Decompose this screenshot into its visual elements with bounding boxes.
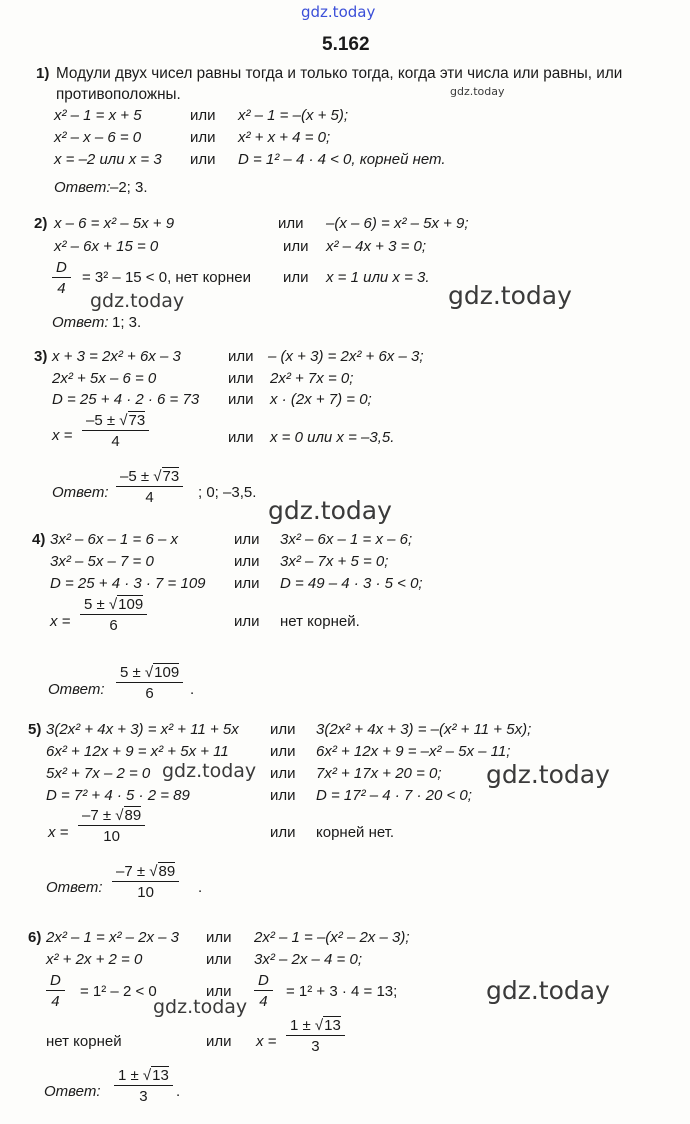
sqrt-sign: √ xyxy=(144,664,154,681)
equation: – (x + 3) = 2x² + 6x – 3; xyxy=(268,348,424,365)
fraction-denominator: 4 xyxy=(51,993,60,1010)
or-word: или xyxy=(206,983,232,1000)
answer-value: –2; 3. xyxy=(110,179,148,196)
fraction-denominator: 4 xyxy=(259,993,268,1010)
fraction-denominator: 4 xyxy=(57,280,66,297)
intro-text: противоположны. xyxy=(56,86,181,103)
fraction-d-over-4 xyxy=(46,973,65,1009)
problem-number: 4) xyxy=(32,531,46,548)
equation: = 3² – 15 < 0, нет корнеи xyxy=(82,269,251,286)
radicand: 13 xyxy=(324,1017,341,1034)
watermark: gdz.today xyxy=(448,281,572,310)
or-word: или xyxy=(206,929,232,946)
problem-number: 3) xyxy=(34,348,48,365)
root-fraction xyxy=(116,665,183,701)
watermark: gdz.today xyxy=(153,996,248,1018)
root-fraction xyxy=(78,808,145,844)
equation: x² + 2x + 2 = 0 xyxy=(46,951,143,968)
root-fraction xyxy=(112,864,179,900)
watermark-top[interactable]: gdz.today xyxy=(301,3,376,21)
fraction-numerator: D xyxy=(46,973,65,991)
fraction-numerator: 1 ± xyxy=(290,1017,311,1034)
or-word: или xyxy=(228,429,254,446)
radicand: 109 xyxy=(118,596,144,613)
equation: корней нет. xyxy=(316,824,395,841)
problem-number: 5) xyxy=(28,721,42,738)
watermark: gdz.today xyxy=(90,290,185,312)
or-word: или xyxy=(283,269,309,286)
equation: = 1² – 2 < 0 xyxy=(80,983,157,1000)
watermark: gdz.today xyxy=(268,496,392,525)
equation: x · (2x + 7) = 0; xyxy=(270,391,372,408)
or-word: или xyxy=(228,370,254,387)
equation: x = –2 или x = 3 xyxy=(54,151,162,168)
root-fraction xyxy=(114,1068,173,1104)
equation: x = xyxy=(256,1033,277,1050)
or-word: или xyxy=(270,743,296,760)
sqrt-sign: √ xyxy=(153,468,162,485)
fraction-denominator: 10 xyxy=(103,828,120,845)
equation: D = 25 + 4 · 3 · 7 = 109 xyxy=(50,575,206,592)
sqrt-sign: √ xyxy=(142,1067,152,1084)
problem-number: 1) xyxy=(36,65,50,82)
answer-value: . xyxy=(176,1083,181,1100)
fraction-numerator: –7 ± xyxy=(82,807,112,824)
radicand: 13 xyxy=(152,1067,169,1084)
equation: D = 49 – 4 · 3 · 5 < 0; xyxy=(280,575,423,592)
equation: D = 7² + 4 · 5 · 2 = 89 xyxy=(46,787,190,804)
equation: 3x² – 2x – 4 = 0; xyxy=(254,951,362,968)
equation: D = 17² – 4 · 7 · 20 < 0; xyxy=(316,787,472,804)
sqrt-sign: √ xyxy=(149,863,158,880)
equation: 7x² + 17x + 20 = 0; xyxy=(316,765,442,782)
or-word: или xyxy=(270,824,296,841)
fraction-d-over-4 xyxy=(254,973,273,1009)
fraction-denominator: 3 xyxy=(139,1088,148,1105)
equation: x² + x + 4 = 0; xyxy=(238,129,331,146)
sqrt-sign: √ xyxy=(108,596,118,613)
fraction-numerator: –5 ± xyxy=(120,468,150,485)
equation: x² – x – 6 = 0 xyxy=(54,129,142,146)
equation: 3x² – 6x – 1 = 6 – x xyxy=(50,531,178,548)
fraction-numerator: 5 ± xyxy=(120,664,141,681)
or-word: или xyxy=(190,151,216,168)
radicand: 89 xyxy=(124,807,142,824)
equation: x² – 1 = –(x + 5); xyxy=(238,107,349,124)
answer-value: ; 0; –3,5. xyxy=(198,484,257,501)
answer-label: Ответ: xyxy=(46,879,103,896)
equation: нет корней. xyxy=(280,613,360,630)
radicand: 73 xyxy=(128,412,146,429)
equation: 2x² + 5x – 6 = 0 xyxy=(52,370,157,387)
or-word: или xyxy=(228,348,254,365)
or-word: или xyxy=(206,1033,232,1050)
watermark: gdz.today xyxy=(486,976,610,1005)
equation: 6x² + 12x + 9 = x² + 5x + 11 xyxy=(46,743,229,760)
equation: 2x² – 1 = x² – 2x – 3 xyxy=(46,929,179,946)
or-word: или xyxy=(190,107,216,124)
equation: x² – 4x + 3 = 0; xyxy=(326,238,427,255)
equation: x = xyxy=(50,613,71,630)
equation: x = 0 или x = –3,5. xyxy=(270,429,395,446)
sqrt-sign: √ xyxy=(119,412,128,429)
or-word: или xyxy=(206,951,232,968)
root-fraction xyxy=(82,413,149,449)
equation: 2x² + 7x = 0; xyxy=(270,370,354,387)
or-word: или xyxy=(270,787,296,804)
sqrt-sign: √ xyxy=(314,1017,324,1034)
or-word: или xyxy=(190,129,216,146)
answer-value: . xyxy=(198,879,203,896)
root-fraction xyxy=(286,1018,345,1054)
fraction-d-over-4 xyxy=(52,260,71,296)
answer-value: . xyxy=(190,681,195,698)
answer-label: Ответ: xyxy=(48,681,105,698)
radicand: 109 xyxy=(154,664,180,681)
or-word: или xyxy=(234,553,260,570)
equation: 3x² – 7x + 5 = 0; xyxy=(280,553,389,570)
fraction-denominator: 6 xyxy=(145,685,154,702)
or-word: или xyxy=(234,613,260,630)
fraction-numerator: 5 ± xyxy=(84,596,105,613)
equation: 5x² + 7x – 2 = 0 xyxy=(46,765,151,782)
radicand: 89 xyxy=(158,863,176,880)
fraction-denominator: 4 xyxy=(111,433,120,450)
page-title: 5.162 xyxy=(322,34,370,55)
or-word: или xyxy=(270,765,296,782)
or-word: или xyxy=(234,531,260,548)
watermark-small: gdz.today xyxy=(450,85,505,98)
equation: x – 6 = x² – 5x + 9 xyxy=(54,215,175,232)
equation: = 1² + 3 · 4 = 13; xyxy=(286,983,398,1000)
equation: –(x – 6) = x² – 5x + 9; xyxy=(326,215,469,232)
fraction-numerator: –7 ± xyxy=(116,863,146,880)
equation: D = 1² – 4 · 4 < 0, корней нет. xyxy=(238,151,446,168)
watermark: gdz.today xyxy=(162,760,257,782)
fraction-numerator: D xyxy=(52,260,71,278)
answer-label: Ответ: xyxy=(52,314,109,331)
equation: 3x² – 6x – 1 = x – 6; xyxy=(280,531,413,548)
fraction-denominator: 10 xyxy=(137,884,154,901)
equation: x² – 1 = x + 5 xyxy=(54,107,142,124)
problem-number: 6) xyxy=(28,929,42,946)
answer-label: Ответ: xyxy=(54,179,111,196)
equation: 3(2x² + 4x + 3) = –(x² + 11 + 5x); xyxy=(316,721,532,738)
problem-number: 2) xyxy=(34,215,48,232)
equation: x = xyxy=(48,824,69,841)
watermark: gdz.today xyxy=(486,760,610,789)
equation: 6x² + 12x + 9 = –x² – 5x – 11; xyxy=(316,743,511,760)
fraction-numerator: D xyxy=(254,973,273,991)
equation: 3x² – 5x – 7 = 0 xyxy=(50,553,154,570)
or-word: или xyxy=(270,721,296,738)
answer-label: Ответ: xyxy=(44,1083,101,1100)
or-word: или xyxy=(278,215,304,232)
answer-label: Ответ: xyxy=(52,484,109,501)
intro-text: Модули двух чисел равны тогда и только тогда, когда эти числа или равны, или xyxy=(56,65,623,82)
fraction-denominator: 3 xyxy=(311,1038,320,1055)
root-fraction xyxy=(116,469,183,505)
equation: D = 25 + 4 · 2 · 6 = 73 xyxy=(52,391,200,408)
fraction-denominator: 4 xyxy=(145,489,154,506)
or-word: или xyxy=(283,238,309,255)
equation: 2x² – 1 = –(x² – 2x – 3); xyxy=(254,929,410,946)
radicand: 73 xyxy=(162,468,180,485)
or-word: или xyxy=(234,575,260,592)
equation: x = xyxy=(52,427,73,444)
or-word: или xyxy=(228,391,254,408)
equation: нет корней xyxy=(46,1033,122,1050)
equation: x² – 6x + 15 = 0 xyxy=(54,238,159,255)
equation: x = 1 или x = 3. xyxy=(326,269,430,286)
fraction-numerator: 1 ± xyxy=(118,1067,139,1084)
fraction-numerator: –5 ± xyxy=(86,412,116,429)
fraction-denominator: 6 xyxy=(109,617,118,634)
root-fraction xyxy=(80,597,147,633)
equation: 3(2x² + 4x + 3) = x² + 11 + 5x xyxy=(46,721,239,738)
answer-value: 1; 3. xyxy=(112,314,142,331)
equation: x + 3 = 2x² + 6x – 3 xyxy=(52,348,181,365)
sqrt-sign: √ xyxy=(115,807,124,824)
